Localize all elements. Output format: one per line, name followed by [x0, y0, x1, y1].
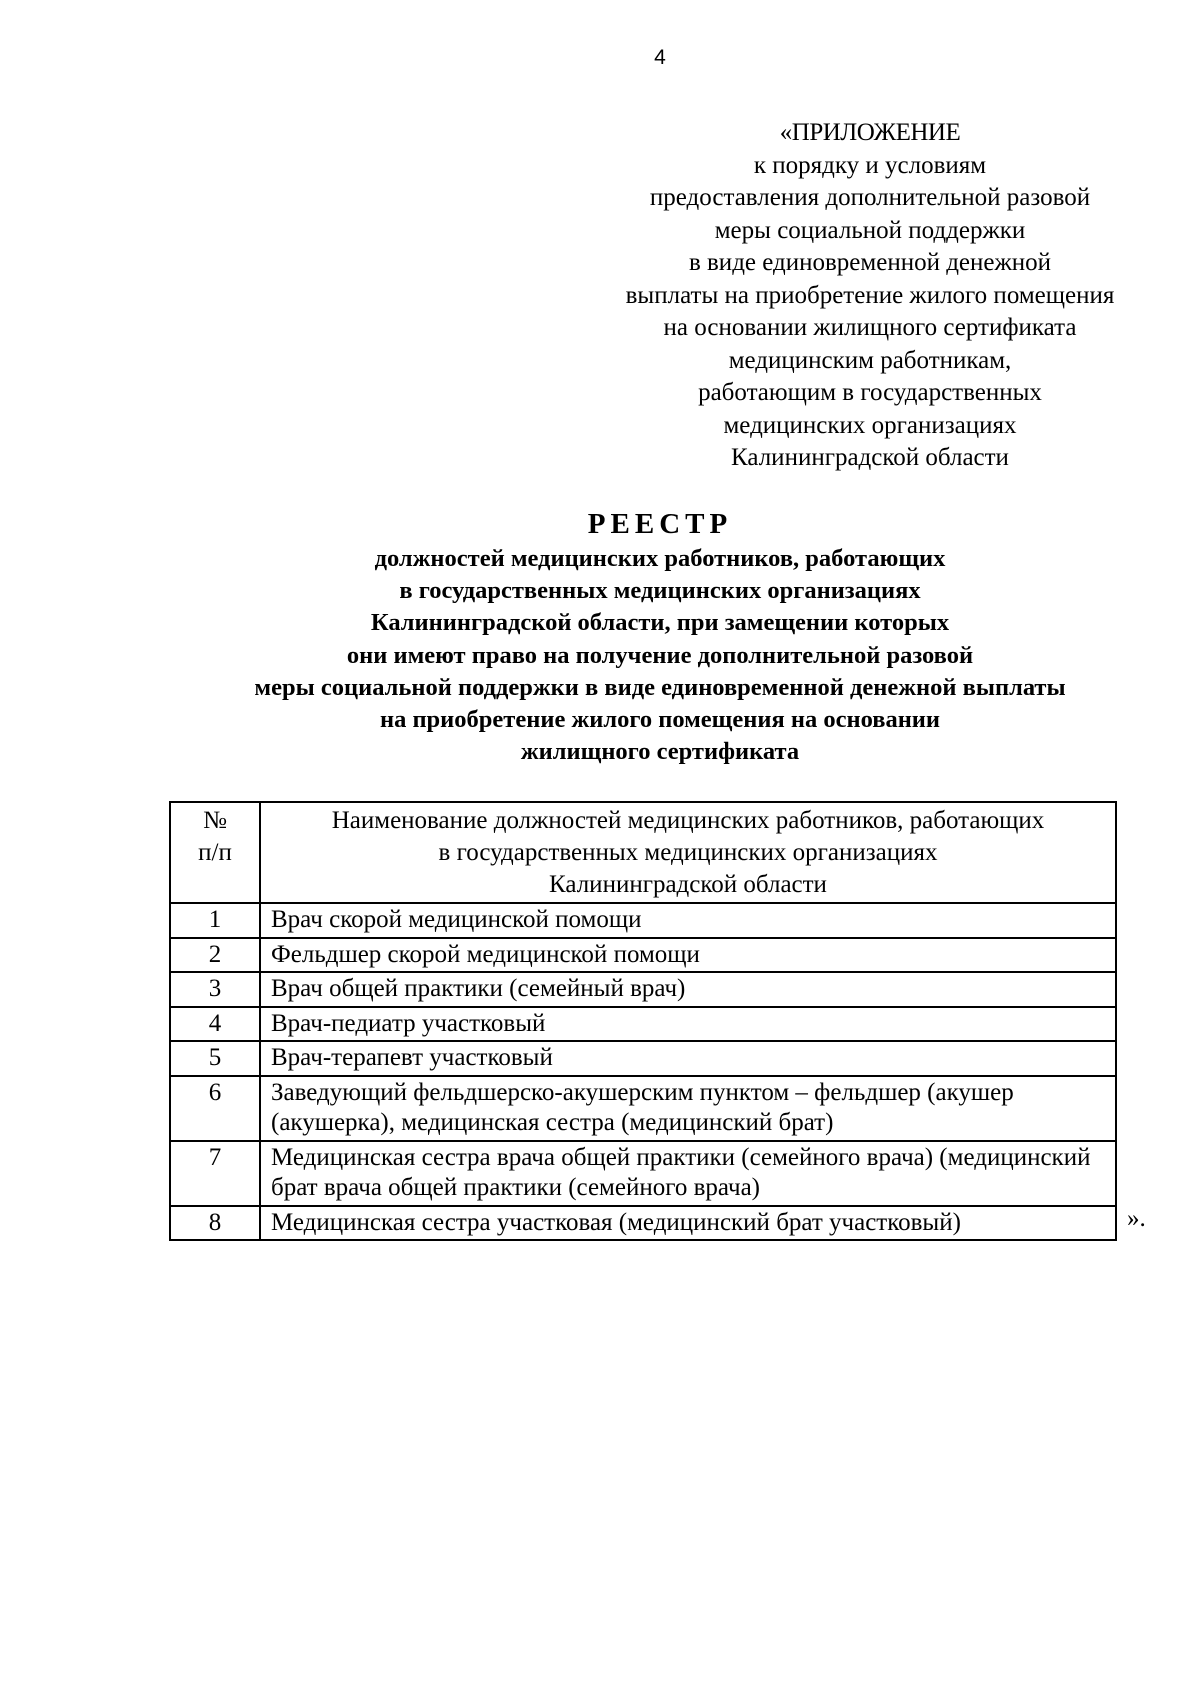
subtitle-line: на приобретение жилого помещения на основании: [379, 706, 941, 734]
appendix-line: работающим в государственных: [698, 379, 1042, 406]
closing-quote-mark: ».: [1127, 1205, 1146, 1232]
position-name: Заведующий фельдшерско-акушерским пунктом – фельдшер (акушер (акушерка), медицинская сестра (медицинский брат): [260, 1076, 1116, 1141]
row-number: 5: [170, 1041, 260, 1076]
column-header-line: Наименование должностей медицинских работников, работающих: [331, 807, 1045, 834]
appendix-line: Калининградской области: [731, 444, 1009, 471]
column-header-number: [170, 802, 260, 903]
row-number: 4: [170, 1007, 260, 1042]
subtitle-line: они имеют право на получение дополнительной разовой: [346, 641, 974, 669]
page-number: 4: [654, 46, 666, 69]
subtitle-line: меры социальной поддержки в виде единовременной денежной выплаты: [254, 673, 1066, 701]
table-row: [170, 1007, 1116, 1042]
row-number: 3: [170, 972, 260, 1007]
subtitle-line: Калининградской области, при замещении которых: [370, 609, 950, 637]
table-row: [170, 972, 1116, 1007]
positions-table: [169, 801, 1117, 1241]
position-name: Врач-педиатр участковый: [260, 1007, 1116, 1042]
column-header-line: Калининградской области: [549, 871, 827, 898]
subtitle-line: в государственных медицинских организациях: [399, 577, 921, 605]
column-header-number-abbr: п/п: [198, 839, 232, 866]
column-header-number-sign: №: [203, 807, 227, 834]
table-row: [170, 938, 1116, 973]
appendix-header: [580, 117, 1160, 475]
table-row: [170, 1041, 1116, 1076]
table-row: [170, 903, 1116, 938]
appendix-line: в виде единовременной денежной: [688, 249, 1052, 276]
row-number: 7: [170, 1141, 260, 1206]
subtitle-line: должностей медицинских работников, работающих: [374, 545, 946, 572]
row-number: 2: [170, 938, 260, 973]
appendix-line: на основании жилищного сертификата: [663, 314, 1077, 341]
row-number: 8: [170, 1206, 260, 1241]
appendix-title: «ПРИЛОЖЕНИЕ: [779, 119, 961, 146]
column-header-position: [260, 802, 1116, 903]
registry-subtitle: [180, 543, 1140, 768]
table-row: [170, 1076, 1116, 1141]
row-number: 6: [170, 1076, 260, 1141]
appendix-line: медицинским работникам,: [728, 346, 1012, 374]
position-name: Врач общей практики (семейный врач): [260, 972, 1116, 1007]
row-number: 1: [170, 903, 260, 938]
appendix-line: медицинских организациях: [723, 411, 1017, 439]
appendix-line: выплаты на приобретение жилого помещения: [625, 281, 1115, 309]
position-name: Фельдшер скорой медицинской помощи: [260, 938, 1116, 973]
table-row: [170, 1141, 1116, 1206]
position-name: Врач скорой медицинской помощи: [260, 903, 1116, 938]
appendix-line: к порядку и условиям: [753, 151, 987, 179]
position-name: Врач-терапевт участковый: [260, 1041, 1116, 1076]
appendix-line: предоставления дополнительной разовой: [649, 184, 1091, 211]
subtitle-line: жилищного сертификата: [520, 738, 800, 766]
registry-title: РЕЕСТР: [587, 508, 733, 540]
appendix-line: меры социальной поддержки: [714, 216, 1026, 244]
position-name: Медицинская сестра участковая (медицинский брат участковый): [260, 1206, 1116, 1241]
position-name: Медицинская сестра врача общей практики (семейного врача) (медицинский брат врача общей практики (семейного врача): [260, 1141, 1116, 1206]
table-header-row: [170, 802, 1116, 903]
column-header-line: в государственных медицинских организациях: [438, 839, 938, 866]
table-row: [170, 1206, 1116, 1241]
